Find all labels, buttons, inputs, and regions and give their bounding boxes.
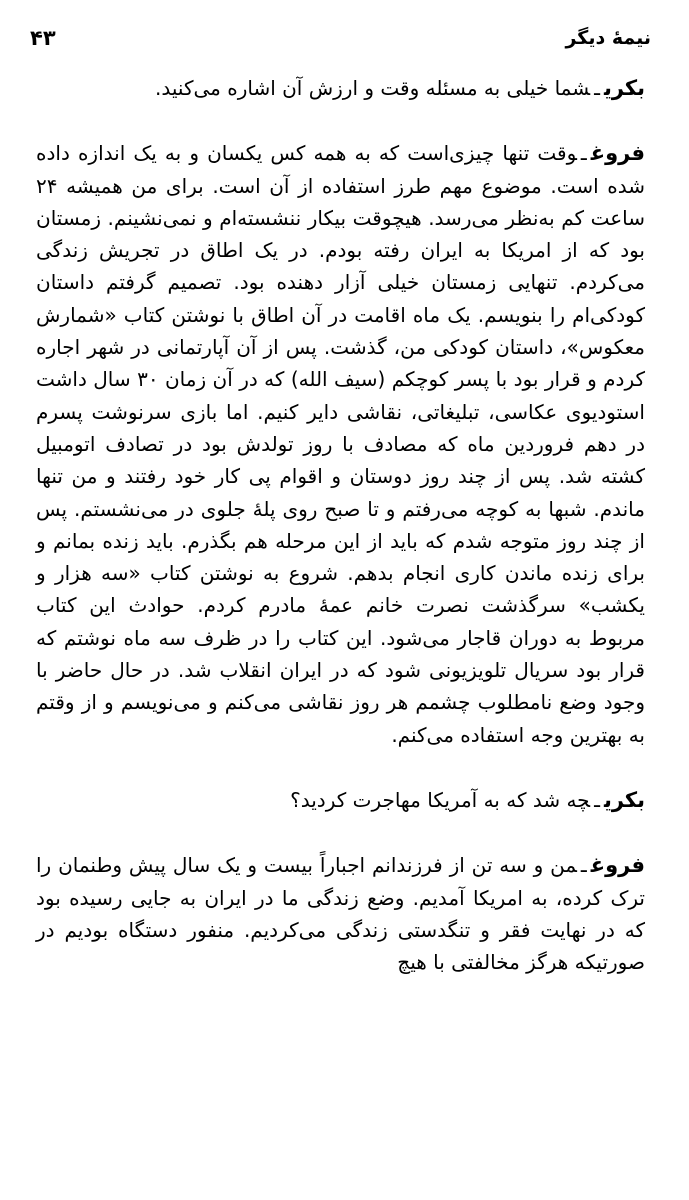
- paragraph-1: [36, 72, 645, 104]
- paragraph-text: من و سه تن از فرزندانم اجباراً بیست و یک سال پیش وطنمان را ترک کرده، به امریکا آمدیم. وضع زندگی ما در ایران به جایی رسیده بود که در نهایت فقر و تنگدستی زندگی می‌کردیم. منفور دستگاه بودیم در صورتیکه هرگز مخالفتی با هیچ: [36, 853, 645, 975]
- paragraph-gap: [36, 751, 645, 784]
- dash: ـ: [594, 787, 600, 812]
- dash: ـ: [580, 853, 587, 878]
- paragraph-text: شما خیلی به مسئله وقت و ارزش آن اشاره می‌کنید.: [155, 76, 591, 100]
- paragraph-text: چه شد که به آمریکا مهاجرت کردید؟: [290, 787, 591, 812]
- paragraph-text: وقت تنها چیزی‌است که به همه کس یکسان و به یک اندازه داده شده است. موضوع مهم طرز استفاده از آن است. برای من همیشه ۲۴ ساعت کم به‌نظر می‌رسد. هیچوقت بیکار ننشسته‌ام و نمی‌نشینم. زمستان بود که از امریکا به ایران رفته بودم. در یک اطاق در تجریش زندگی می‌کردم. تنهایی زمستان خیلی آزار دهنده بود. تصمیم گرفتم داستان کودکی‌ام را بنویسم. یک ماه اقامت در آن اطاق با نوشتن کتاب «شمارش معکوس»، داستان کودکی من، گذشت. پس از آن آپارتمانی در شهر اجاره کردم و قرار بود با پسر کوچکم (سیف الله) که در آن زمان ۳۰ سال داشت استودیوی عکاسی، تبلیغاتی، نقاشی دایر کنیم. اما بازی سرنوشت پسرم در دهم فروردین ماه که مصادف با روز تولدش بود در تصادف اتومبیل کشته شد. پس از چند روز دوستان و اقوام پی کار خود رفتند و من تنها ماندم. شبها به کوچه می‌رفتم و تا صبح روی پلهٔ جلوی در می‌نشستم. پس از چند روز متوجه شدم که باید از این مرحله هم بگذرم. باید زنده بمانم و برای زنده ماندن کاری انجام بدهم. شروع به نوشتن کتاب «سه هزار و یکشب» سرگذشت نصرت خانم عمهٔ مادرم کردم. حوادث این کتاب مربوط به دوران قاجار می‌شود. این کتاب را در ظرف سه ماه نوشتم که قرار بود سریال تلویزیونی شود که در ایران انقلاب شد. در حال حاضر با وجود وضع نامطلوب چشمم هر روز نقاشی می‌کنم و می‌نویسم و از وقتم به بهترین وجه استفاده می‌کنم.: [36, 141, 645, 747]
- interview-text: [36, 72, 645, 978]
- page-number: ۴۳: [30, 26, 56, 50]
- dash: ـ: [580, 141, 587, 166]
- book-title: نیمهٔ دیگر: [565, 27, 651, 49]
- dash: ـ: [594, 76, 600, 100]
- paragraph-3: [36, 784, 645, 816]
- paragraph-gap: [36, 104, 645, 137]
- speaker-name: بکری: [603, 787, 645, 812]
- paragraph-2: [36, 137, 645, 751]
- paragraph-4: [36, 849, 645, 978]
- speaker-name: فروغ: [590, 853, 645, 878]
- speaker-name: فروغ: [590, 141, 645, 166]
- speaker-name: بکری: [603, 76, 645, 100]
- paragraph-gap: [36, 816, 645, 849]
- running-head: [30, 22, 651, 54]
